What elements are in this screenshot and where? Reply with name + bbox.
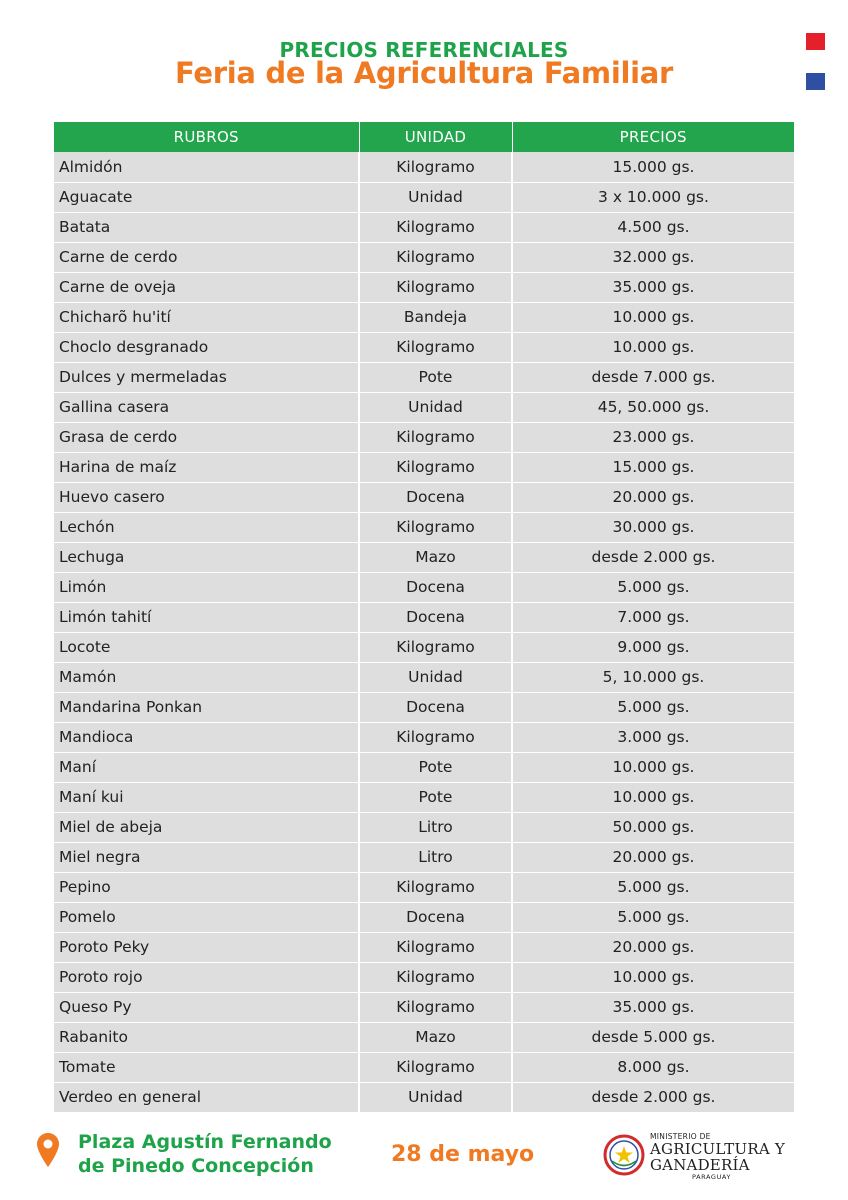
table-row (54, 602, 794, 632)
cell-unidad: Pote (359, 752, 512, 782)
cell-unidad: Unidad (359, 662, 512, 692)
table-row (54, 572, 794, 602)
cell-precio: 3 x 10.000 gs. (512, 182, 794, 212)
table-row (54, 482, 794, 512)
cell-rubro: Locote (54, 632, 359, 662)
cell-rubro: Grasa de cerdo (54, 422, 359, 452)
cell-rubro: Almidón (54, 152, 359, 182)
page-subtitle: PRECIOS REFERENCIALES (279, 38, 569, 62)
table-row (54, 932, 794, 962)
cell-rubro: Pepino (54, 872, 359, 902)
cell-rubro: Tomate (54, 1052, 359, 1082)
ministry-line-4: PARAGUAY (692, 1173, 732, 1181)
table-header-row (54, 122, 794, 152)
table-row (54, 992, 794, 1022)
cell-rubro: Batata (54, 212, 359, 242)
cell-unidad: Kilogramo (359, 272, 512, 302)
cell-unidad: Docena (359, 602, 512, 632)
table-row (54, 812, 794, 842)
cell-precio: desde 5.000 gs. (512, 1022, 794, 1052)
cell-rubro: Limón tahití (54, 602, 359, 632)
cell-rubro: Chicharõ hu'ití (54, 302, 359, 332)
table-row (54, 512, 794, 542)
ministry-line-3: GANADERÍA (650, 1156, 750, 1174)
table-row (54, 542, 794, 572)
cell-unidad: Kilogramo (359, 1052, 512, 1082)
cell-rubro: Dulces y mermeladas (54, 362, 359, 392)
cell-precio: desde 2.000 gs. (512, 542, 794, 572)
cell-unidad: Kilogramo (359, 332, 512, 362)
cell-unidad: Docena (359, 482, 512, 512)
cell-unidad: Kilogramo (359, 212, 512, 242)
table-row (54, 1052, 794, 1082)
cell-rubro: Mamón (54, 662, 359, 692)
cell-precio: 5.000 gs. (512, 872, 794, 902)
cell-unidad: Kilogramo (359, 452, 512, 482)
cell-unidad: Docena (359, 572, 512, 602)
ministry-logo-text (650, 1132, 785, 1181)
cell-rubro: Carne de oveja (54, 272, 359, 302)
cell-rubro: Lechón (54, 512, 359, 542)
cell-unidad: Unidad (359, 392, 512, 422)
cell-unidad: Unidad (359, 182, 512, 212)
cell-precio: 7.000 gs. (512, 602, 794, 632)
table-row (54, 1082, 794, 1112)
location-line-1: Plaza Agustín Fernando (78, 1131, 332, 1153)
table-body (54, 152, 794, 1112)
cell-rubro: Rabanito (54, 1022, 359, 1052)
table-row (54, 722, 794, 752)
cell-unidad: Kilogramo (359, 872, 512, 902)
cell-rubro: Choclo desgranado (54, 332, 359, 362)
column-header-precios: PRECIOS (512, 122, 794, 152)
price-table (54, 122, 794, 1113)
table-row (54, 632, 794, 662)
ministry-line-1: MINISTERIO DE (650, 1132, 711, 1141)
cell-unidad: Docena (359, 692, 512, 722)
cell-unidad: Kilogramo (359, 992, 512, 1022)
cell-precio: 10.000 gs. (512, 782, 794, 812)
ministry-line-2: AGRICULTURA Y (650, 1140, 785, 1158)
cell-unidad: Kilogramo (359, 932, 512, 962)
table-row (54, 212, 794, 242)
event-location (78, 1130, 332, 1178)
cell-rubro: Maní (54, 752, 359, 782)
cell-precio: 20.000 gs. (512, 842, 794, 872)
table-row (54, 1022, 794, 1052)
table-row (54, 362, 794, 392)
cell-precio: 10.000 gs. (512, 962, 794, 992)
table-row (54, 842, 794, 872)
cell-rubro: Pomelo (54, 902, 359, 932)
cell-precio: 35.000 gs. (512, 992, 794, 1022)
cell-precio: 10.000 gs. (512, 752, 794, 782)
column-header-rubros: RUBROS (54, 122, 359, 152)
cell-rubro: Verdeo en general (54, 1082, 359, 1112)
cell-unidad: Unidad (359, 1082, 512, 1112)
cell-unidad: Mazo (359, 542, 512, 572)
cell-precio: 23.000 gs. (512, 422, 794, 452)
cell-unidad: Kilogramo (359, 512, 512, 542)
cell-precio: 5, 10.000 gs. (512, 662, 794, 692)
cell-precio: 20.000 gs. (512, 932, 794, 962)
cell-rubro: Mandioca (54, 722, 359, 752)
cell-rubro: Huevo casero (54, 482, 359, 512)
cell-precio: 5.000 gs. (512, 572, 794, 602)
cell-unidad: Mazo (359, 1022, 512, 1052)
table-row (54, 272, 794, 302)
table-row (54, 422, 794, 452)
cell-rubro: Aguacate (54, 182, 359, 212)
table-row (54, 692, 794, 722)
cell-precio: 50.000 gs. (512, 812, 794, 842)
cell-unidad: Pote (359, 782, 512, 812)
cell-precio: 45, 50.000 gs. (512, 392, 794, 422)
table-row (54, 752, 794, 782)
cell-unidad: Docena (359, 902, 512, 932)
event-date: 28 de mayo (391, 1142, 535, 1167)
cell-rubro: Miel negra (54, 842, 359, 872)
cell-precio: 4.500 gs. (512, 212, 794, 242)
table-row (54, 242, 794, 272)
table-row (54, 962, 794, 992)
cell-precio: 30.000 gs. (512, 512, 794, 542)
table-row (54, 392, 794, 422)
cell-precio: 8.000 gs. (512, 1052, 794, 1082)
cell-rubro: Poroto Peky (54, 932, 359, 962)
table-row (54, 872, 794, 902)
table-row (54, 782, 794, 812)
table-row (54, 662, 794, 692)
cell-rubro: Poroto rojo (54, 962, 359, 992)
cell-precio: 5.000 gs. (512, 902, 794, 932)
cell-rubro: Limón (54, 572, 359, 602)
cell-precio: 15.000 gs. (512, 452, 794, 482)
paraguay-seal-icon (603, 1134, 645, 1176)
table-row (54, 182, 794, 212)
cell-rubro: Carne de cerdo (54, 242, 359, 272)
cell-unidad: Kilogramo (359, 962, 512, 992)
cell-unidad: Kilogramo (359, 242, 512, 272)
cell-rubro: Miel de abeja (54, 812, 359, 842)
location-pin-icon (37, 1133, 59, 1167)
cell-rubro: Mandarina Ponkan (54, 692, 359, 722)
cell-unidad: Litro (359, 842, 512, 872)
cell-unidad: Pote (359, 362, 512, 392)
cell-unidad: Kilogramo (359, 632, 512, 662)
cell-precio: 10.000 gs. (512, 302, 794, 332)
cell-precio: 3.000 gs. (512, 722, 794, 752)
cell-precio: 15.000 gs. (512, 152, 794, 182)
cell-precio: desde 2.000 gs. (512, 1082, 794, 1112)
table-row (54, 152, 794, 182)
cell-rubro: Harina de maíz (54, 452, 359, 482)
cell-unidad: Kilogramo (359, 152, 512, 182)
cell-precio: 20.000 gs. (512, 482, 794, 512)
cell-unidad: Kilogramo (359, 422, 512, 452)
cell-unidad: Litro (359, 812, 512, 842)
table-row (54, 332, 794, 362)
cell-rubro: Queso Py (54, 992, 359, 1022)
table-row (54, 302, 794, 332)
cell-precio: 32.000 gs. (512, 242, 794, 272)
cell-precio: 35.000 gs. (512, 272, 794, 302)
cell-rubro: Gallina casera (54, 392, 359, 422)
cell-precio: 5.000 gs. (512, 692, 794, 722)
cell-unidad: Kilogramo (359, 722, 512, 752)
cell-unidad: Bandeja (359, 302, 512, 332)
location-line-2: de Pinedo Concepción (78, 1155, 314, 1177)
column-header-unidad: UNIDAD (359, 122, 512, 152)
cell-rubro: Maní kui (54, 782, 359, 812)
cell-precio: desde 7.000 gs. (512, 362, 794, 392)
table-row (54, 452, 794, 482)
cell-precio: 9.000 gs. (512, 632, 794, 662)
cell-precio: 10.000 gs. (512, 332, 794, 362)
table-row (54, 902, 794, 932)
cell-rubro: Lechuga (54, 542, 359, 572)
page-title: Feria de la Agricultura Familiar (174, 56, 674, 90)
